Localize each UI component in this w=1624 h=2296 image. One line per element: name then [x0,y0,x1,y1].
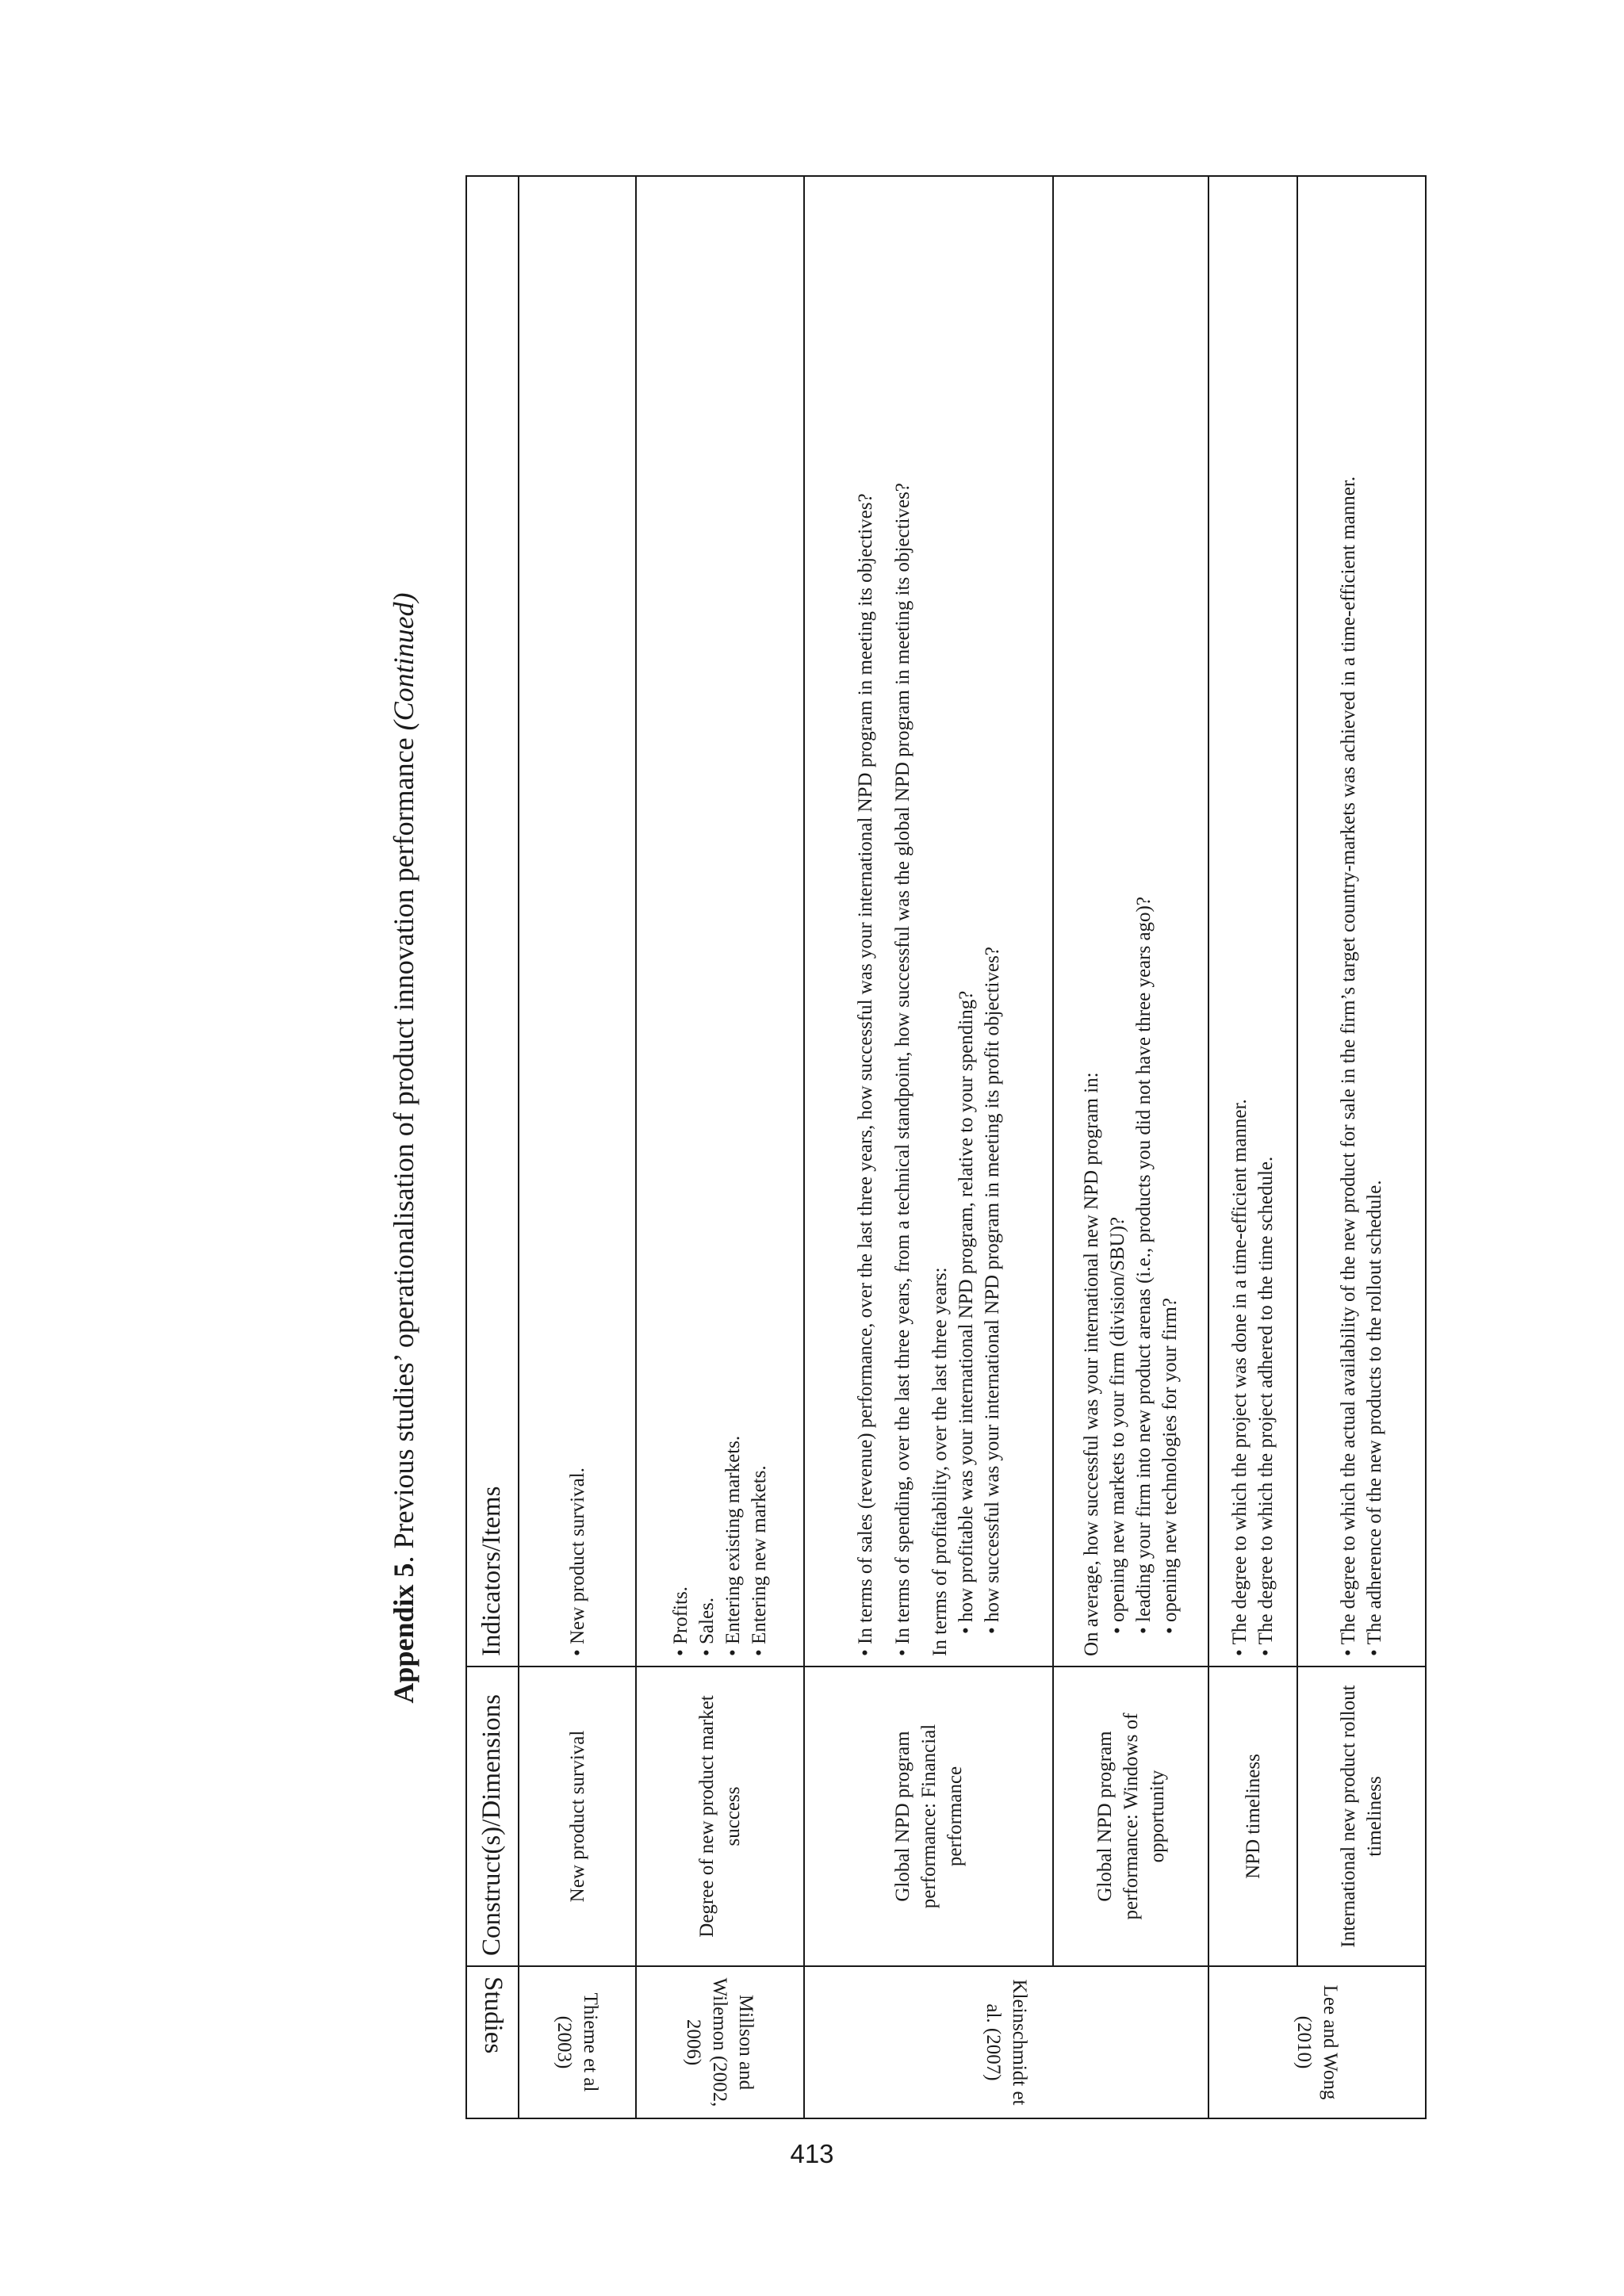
item-line: • The adherence of the new products to the rollout schedule. [1364,1180,1385,1656]
header-items: Indicators/Items [466,176,519,1667]
item-line: On average, how successful was your international new NPD program in: [1081,1072,1102,1656]
header-construct: Construct(s)/Dimensions [466,1667,519,1966]
items-cell [1053,176,1208,1667]
rotated-table-frame [343,177,1425,2119]
construct-cell: Degree of new product market success [636,1667,804,1966]
study-cell: Thieme et al (2003) [519,1966,636,2118]
study-cell: Lee and Wong (2010) [1208,1966,1426,2118]
item-line: • Entering new markets. [749,1465,770,1656]
table-header-row [466,176,519,2118]
items-cell [804,176,1053,1667]
construct-cell: New product survival [519,1667,636,1966]
table-row [804,176,1053,2118]
items-cell [1208,176,1297,1667]
table-row [519,176,636,2118]
items-cell [1297,176,1426,1667]
caption-text: . Previous studies’ operationalisation of product innovation performance [388,730,419,1563]
table-row [636,176,804,2118]
item-line: • Sales. [696,1597,718,1656]
construct-cell: International new product rollout timeliness [1297,1667,1426,1966]
table-row [1208,176,1297,2118]
item-subline: • opening new technologies for your firm? [1159,1298,1181,1634]
construct-cell: Global NPD program performance: Financial performance [804,1667,1053,1966]
operationalisation-table [465,175,1427,2119]
study-cell: Millson and Wilemon (2002, 2006) [636,1966,804,2118]
caption-continued: (Continued) [388,592,419,731]
header-studies: Studies [466,1966,519,2118]
item-line: • The degree to which the project was done in a time-efficient manner. [1229,1099,1251,1656]
table-row [1297,176,1426,2118]
item-line: • In terms of spending, over the last three years, from a technical standpoint, how successful was the global NPD program in meeting its objectives? [891,483,914,1656]
appendix-caption [343,177,465,2119]
item-line: In terms of profitability, over the last three years: [929,1267,951,1656]
study-cell: Kleinschmidt et al. (2007) [804,1966,1208,2118]
item-subline: • opening new markets to your firm (division/SBU)? [1107,1216,1128,1634]
item-line: • The degree to which the project adhered to the time schedule. [1255,1156,1277,1656]
table-row [1053,176,1208,2118]
construct-cell: Global NPD program performance: Windows of opportunity [1053,1667,1208,1966]
item-line: • Profits. [670,1586,691,1656]
item-line: • New product survival. [566,1468,588,1656]
item-line: • The degree to which the actual availability of the new product for sale in the firm’s target country-markets was achieved in a time-efficient manner. [1338,476,1359,1656]
item-subline: • leading your firm into new product arenas (i.e., products you did not have three years ago)? [1133,897,1155,1634]
items-cell [636,176,804,1667]
item-line: • In terms of sales (revenue) performance, over the last three years, how successful was your international NPD program in meeting its objectives? [854,493,876,1656]
item-subline: • how successful was your international NPD program in meeting its profit objectives? [981,947,1003,1634]
items-cell [519,176,636,1667]
construct-cell: NPD timeliness [1208,1667,1297,1966]
caption-lead: Appendix 5 [388,1563,419,1704]
item-subline: • how profitable was your international NPD program, relative to your spending? [955,990,977,1634]
item-line: • Entering existing markets. [722,1435,744,1656]
page-number: 413 [790,2139,834,2168]
